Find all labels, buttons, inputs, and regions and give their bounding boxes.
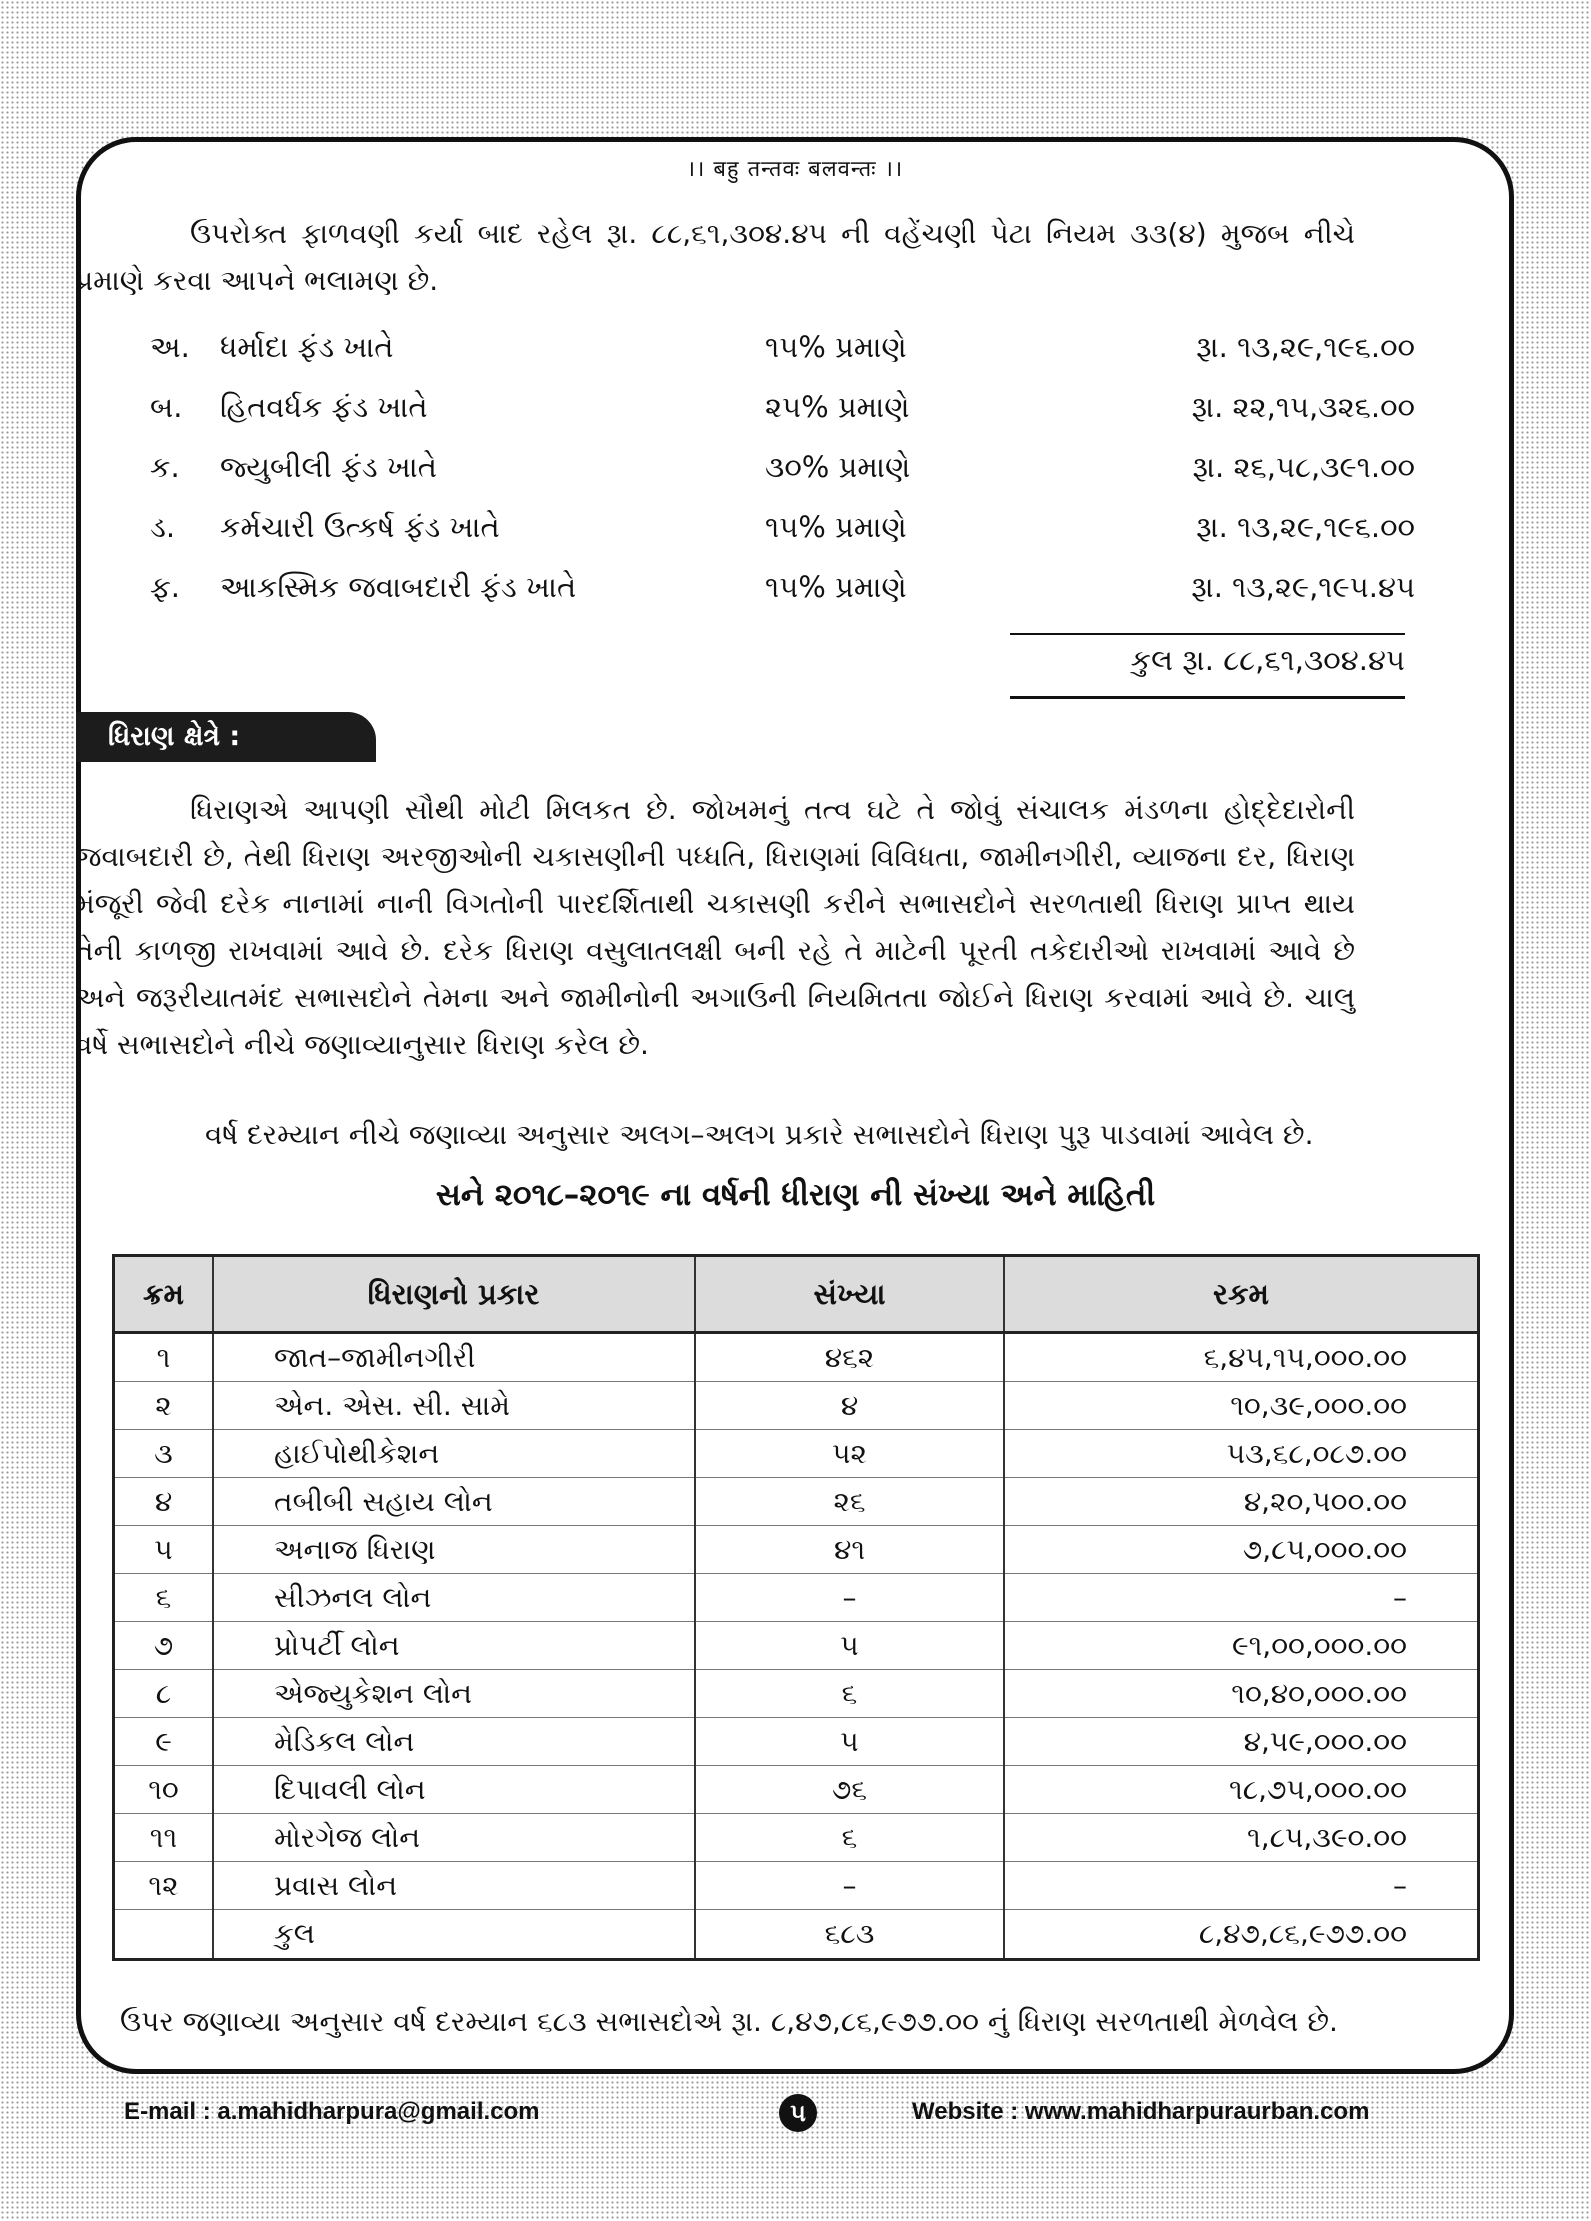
table-row [114,1526,1479,1574]
cell-amount: ૮,૪૭,૮૬,૯૭૭.૦૦ [1004,1910,1479,1960]
allocation-row [150,510,1415,556]
allocation-amount: રૂા. ૧૩,૨૯,૧૯૬.૦૦ [1196,330,1415,364]
table-row [114,1766,1479,1814]
cell-type: દિપાવલી લોન [213,1766,695,1814]
allocation-letter: ફ. [150,570,180,604]
table-header-row [114,1256,1479,1333]
table-title: સને ૨૦૧૮–૨૦૧૯ ના વર્ષની ધીરાણ ની સંખ્યા અને માહિતી [435,1177,1156,1213]
table-row [114,1478,1479,1526]
allocation-total-underline [1010,696,1405,699]
cell-type: હાઈપોથીકેશન [213,1430,695,1478]
allocation-amount: રૂા. ૧૩,૨૯,૧૯૬.૦૦ [1196,510,1415,544]
cell-type: મોરગેજ લોન [213,1814,695,1862]
cell-count: ૪૬૨ [695,1333,1004,1382]
cell-type: જાત–જામીનગીરી [213,1333,695,1382]
cell-sr: ૧૧ [114,1814,214,1862]
closing-line: ઉપર જણાવ્યા અનુસાર વર્ષ દરમ્યાન ૬૮૩ સભાસદોએ રૂા. ૮,૪૭,૮૬,૯૭૭.૦૦ નું ધિરાણ સરળતાથી મેળવેલ છે. [120,2005,1338,2038]
cell-count: – [695,1574,1004,1622]
cell-amount: ૭,૮૫,૦૦૦.૦૦ [1004,1526,1479,1574]
intro-text: ઉપરોક્ત ફાળવણી કર્યા બાદ રહેલ રૂા. ૮૮,૬૧,૩૦૪.૪૫ ની વહેંચણી પેટા નિયમ ૩૩(૪) મુજબ નીચે પ્રમાણે કરવા આપને ભલામણ છે. [75,217,1355,297]
table-row [114,1862,1479,1910]
cell-type: કુલ [213,1910,695,1960]
allocation-percent: ૧૫% પ્રમાણે [765,570,907,604]
cell-type: મેડિકલ લોન [213,1718,695,1766]
cell-amount: ૫૩,૬૮,૦૮૭.૦૦ [1004,1430,1479,1478]
cell-type: પ્રવાસ લોન [213,1862,695,1910]
cell-type: એજ્યુકેશન લોન [213,1670,695,1718]
intro-paragraph [75,210,1355,304]
allocation-letter: ડ. [150,510,176,544]
cell-sr: ૯ [114,1718,214,1766]
allocation-total-text: કુલ રૂા. ૮૮,૬૧,૩૦૪.૪૫ [1130,643,1405,677]
allocation-amount: રૂા. ૧૩,૨૯,૧૯૫.૪૫ [1191,570,1415,604]
allocation-label: આકસ્મિક જવાબદારી ફંડ ખાતે [220,570,577,604]
allocation-percent: ૧૫% પ્રમાણે [765,330,907,364]
cell-type: સીઝનલ લોન [213,1574,695,1622]
cell-sr [114,1910,214,1960]
cell-count: ૬ [695,1814,1004,1862]
allocation-label: કર્મચારી ઉત્કર્ષ ફંડ ખાતે [220,510,500,544]
lending-paragraph [75,786,1355,1068]
cell-sr: ૭ [114,1622,214,1670]
cell-count: ૬૮૩ [695,1910,1004,1960]
table-row [114,1574,1479,1622]
table-row [114,1430,1479,1478]
cell-type: પ્રોપર્ટી લોન [213,1622,695,1670]
cell-count: ૪ [695,1382,1004,1430]
cell-amount: ૪,૫૯,૦૦૦.૦૦ [1004,1718,1479,1766]
cell-count: ૫ [695,1622,1004,1670]
cell-amount: – [1004,1574,1479,1622]
cell-count: ૭૬ [695,1766,1004,1814]
page-number: ૫ [779,2094,817,2132]
table-row [114,1382,1479,1430]
cell-type: તબીબી સહાય લોન [213,1478,695,1526]
motto: ।। बहु तन्तवः बलवन्तः ।। [686,157,904,182]
footer-email[interactable]: E-mail : a.mahidharpura@gmail.com [124,2098,540,2125]
cell-sr: ૮ [114,1670,214,1718]
cell-sr: ૪ [114,1478,214,1526]
cell-sr: ૫ [114,1526,214,1574]
table-row [114,1718,1479,1766]
allocation-label: જ્યુબીલી ફંડ ખાતે [220,450,437,484]
table-total-row [114,1910,1479,1960]
cell-sr: ૬ [114,1574,214,1622]
table-row [114,1622,1479,1670]
header-count: સંખ્યા [695,1256,1004,1333]
cell-amount: ૧૦,૩૯,૦૦૦.૦૦ [1004,1382,1479,1430]
allocation-letter: અ. [150,330,190,364]
cell-count: ૫ [695,1718,1004,1766]
cell-amount: ૬,૪૫,૧૫,૦૦૦.૦૦ [1004,1333,1479,1382]
allocation-amount: રૂા. ૨૬,૫૮,૩૯૧.૦૦ [1192,450,1415,484]
table-row [114,1670,1479,1718]
allocation-amount: રૂા. ૨૨,૧૫,૩૨૬.૦૦ [1191,390,1415,424]
allocation-percent: ૧૫% પ્રમાણે [765,510,907,544]
cell-amount: ૧,૮૫,૩૯૦.૦૦ [1004,1814,1479,1862]
lending-text: ધિરાણએ આપણી સૌથી મોટી મિલકત છે. જોખમનું તત્વ ઘટે તે જોવું સંચાલક મંડળના હોદ્દેદારોની જવાબદારી છે, તેથી ધિરાણ અરજીઓની ચકાસણીની પધ્ધતિ, ધિરાણમાં વિવિધતા, જામીનગીરી, વ્યાજના દર, ધિરાણ મંજૂરી જેવી દરેક નાનામાં નાની વિગતોની પારદર્શિતાથી ચકાસણી કરીને સભાસદોને સરળતાથી ધિરાણ પ્રાપ્ત થાય તેની કાળજી રાખવામાં આવે છે. દરેક ધિરાણ વસુલાતલક્ષી બની રહે તે માટેની પૂરતી તકેદારીઓ રાખવામાં આવે છે અને જરૂરીયાતમંદ સભાસદોને તેમના અને જામીનોની અગાઉની નિયમિતતા જોઈને ધિરાણ કરવામાં આવે છે. ચાલુ વર્ષે સભાસદોને નીચે જણાવ્યાનુસાર ધિરાણ કરેલ છે. [75,793,1355,1061]
lending-summary-line: વર્ષ દરમ્યાન નીચે જણાવ્યા અનુસાર અલગ–અલગ પ્રકારે સભાસદોને ધિરાણ પુરૂ પાડવામાં આવેલ છે. [205,1118,1314,1151]
allocation-label: ધર્માદા ફંડ ખાતે [220,330,394,364]
allocation-row [150,390,1415,436]
cell-count: ૪૧ [695,1526,1004,1574]
cell-sr: ૧૨ [114,1862,214,1910]
cell-count: ૬ [695,1670,1004,1718]
cell-amount: ૧૦,૪૦,૦૦૦.૦૦ [1004,1670,1479,1718]
section-heading: ધિરાણ ક્ષેત્રે : [76,712,376,762]
allocation-row [150,330,1415,376]
table-row [114,1814,1479,1862]
allocation-total [1010,643,1405,683]
cell-amount: ૧૮,૭૫,૦૦૦.૦૦ [1004,1766,1479,1814]
loan-table [112,1254,1480,1961]
cell-sr: ૧૦ [114,1766,214,1814]
allocation-percent: ૨૫% પ્રમાણે [765,390,910,424]
allocation-letter: બ. [150,390,183,424]
header-sr: ક્રમ [114,1256,214,1333]
table-row [114,1333,1479,1382]
cell-count: – [695,1862,1004,1910]
allocation-row [150,450,1415,496]
footer-website[interactable]: Website : www.mahidharpuraurban.com [912,2098,1370,2125]
cell-sr: ૩ [114,1430,214,1478]
allocation-label: હિતવર્ધક ફંડ ખાતે [220,390,428,424]
cell-count: ૨૬ [695,1478,1004,1526]
cell-amount: – [1004,1862,1479,1910]
allocation-total-rule [1010,633,1405,635]
cell-amount: ૯૧,૦૦,૦૦૦.૦૦ [1004,1622,1479,1670]
header-type: ધિરાણનો પ્રકાર [213,1256,695,1333]
allocation-letter: ક. [150,450,180,484]
cell-count: ૫૨ [695,1430,1004,1478]
allocation-row [150,570,1415,616]
cell-amount: ૪,૨૦,૫૦૦.૦૦ [1004,1478,1479,1526]
allocation-percent: ૩૦% પ્રમાણે [765,450,911,484]
cell-sr: ૨ [114,1382,214,1430]
cell-sr: ૧ [114,1333,214,1382]
cell-type: એન. એસ. સી. સામે [213,1382,695,1430]
cell-type: અનાજ ધિરાણ [213,1526,695,1574]
header-amount: રકમ [1004,1256,1479,1333]
